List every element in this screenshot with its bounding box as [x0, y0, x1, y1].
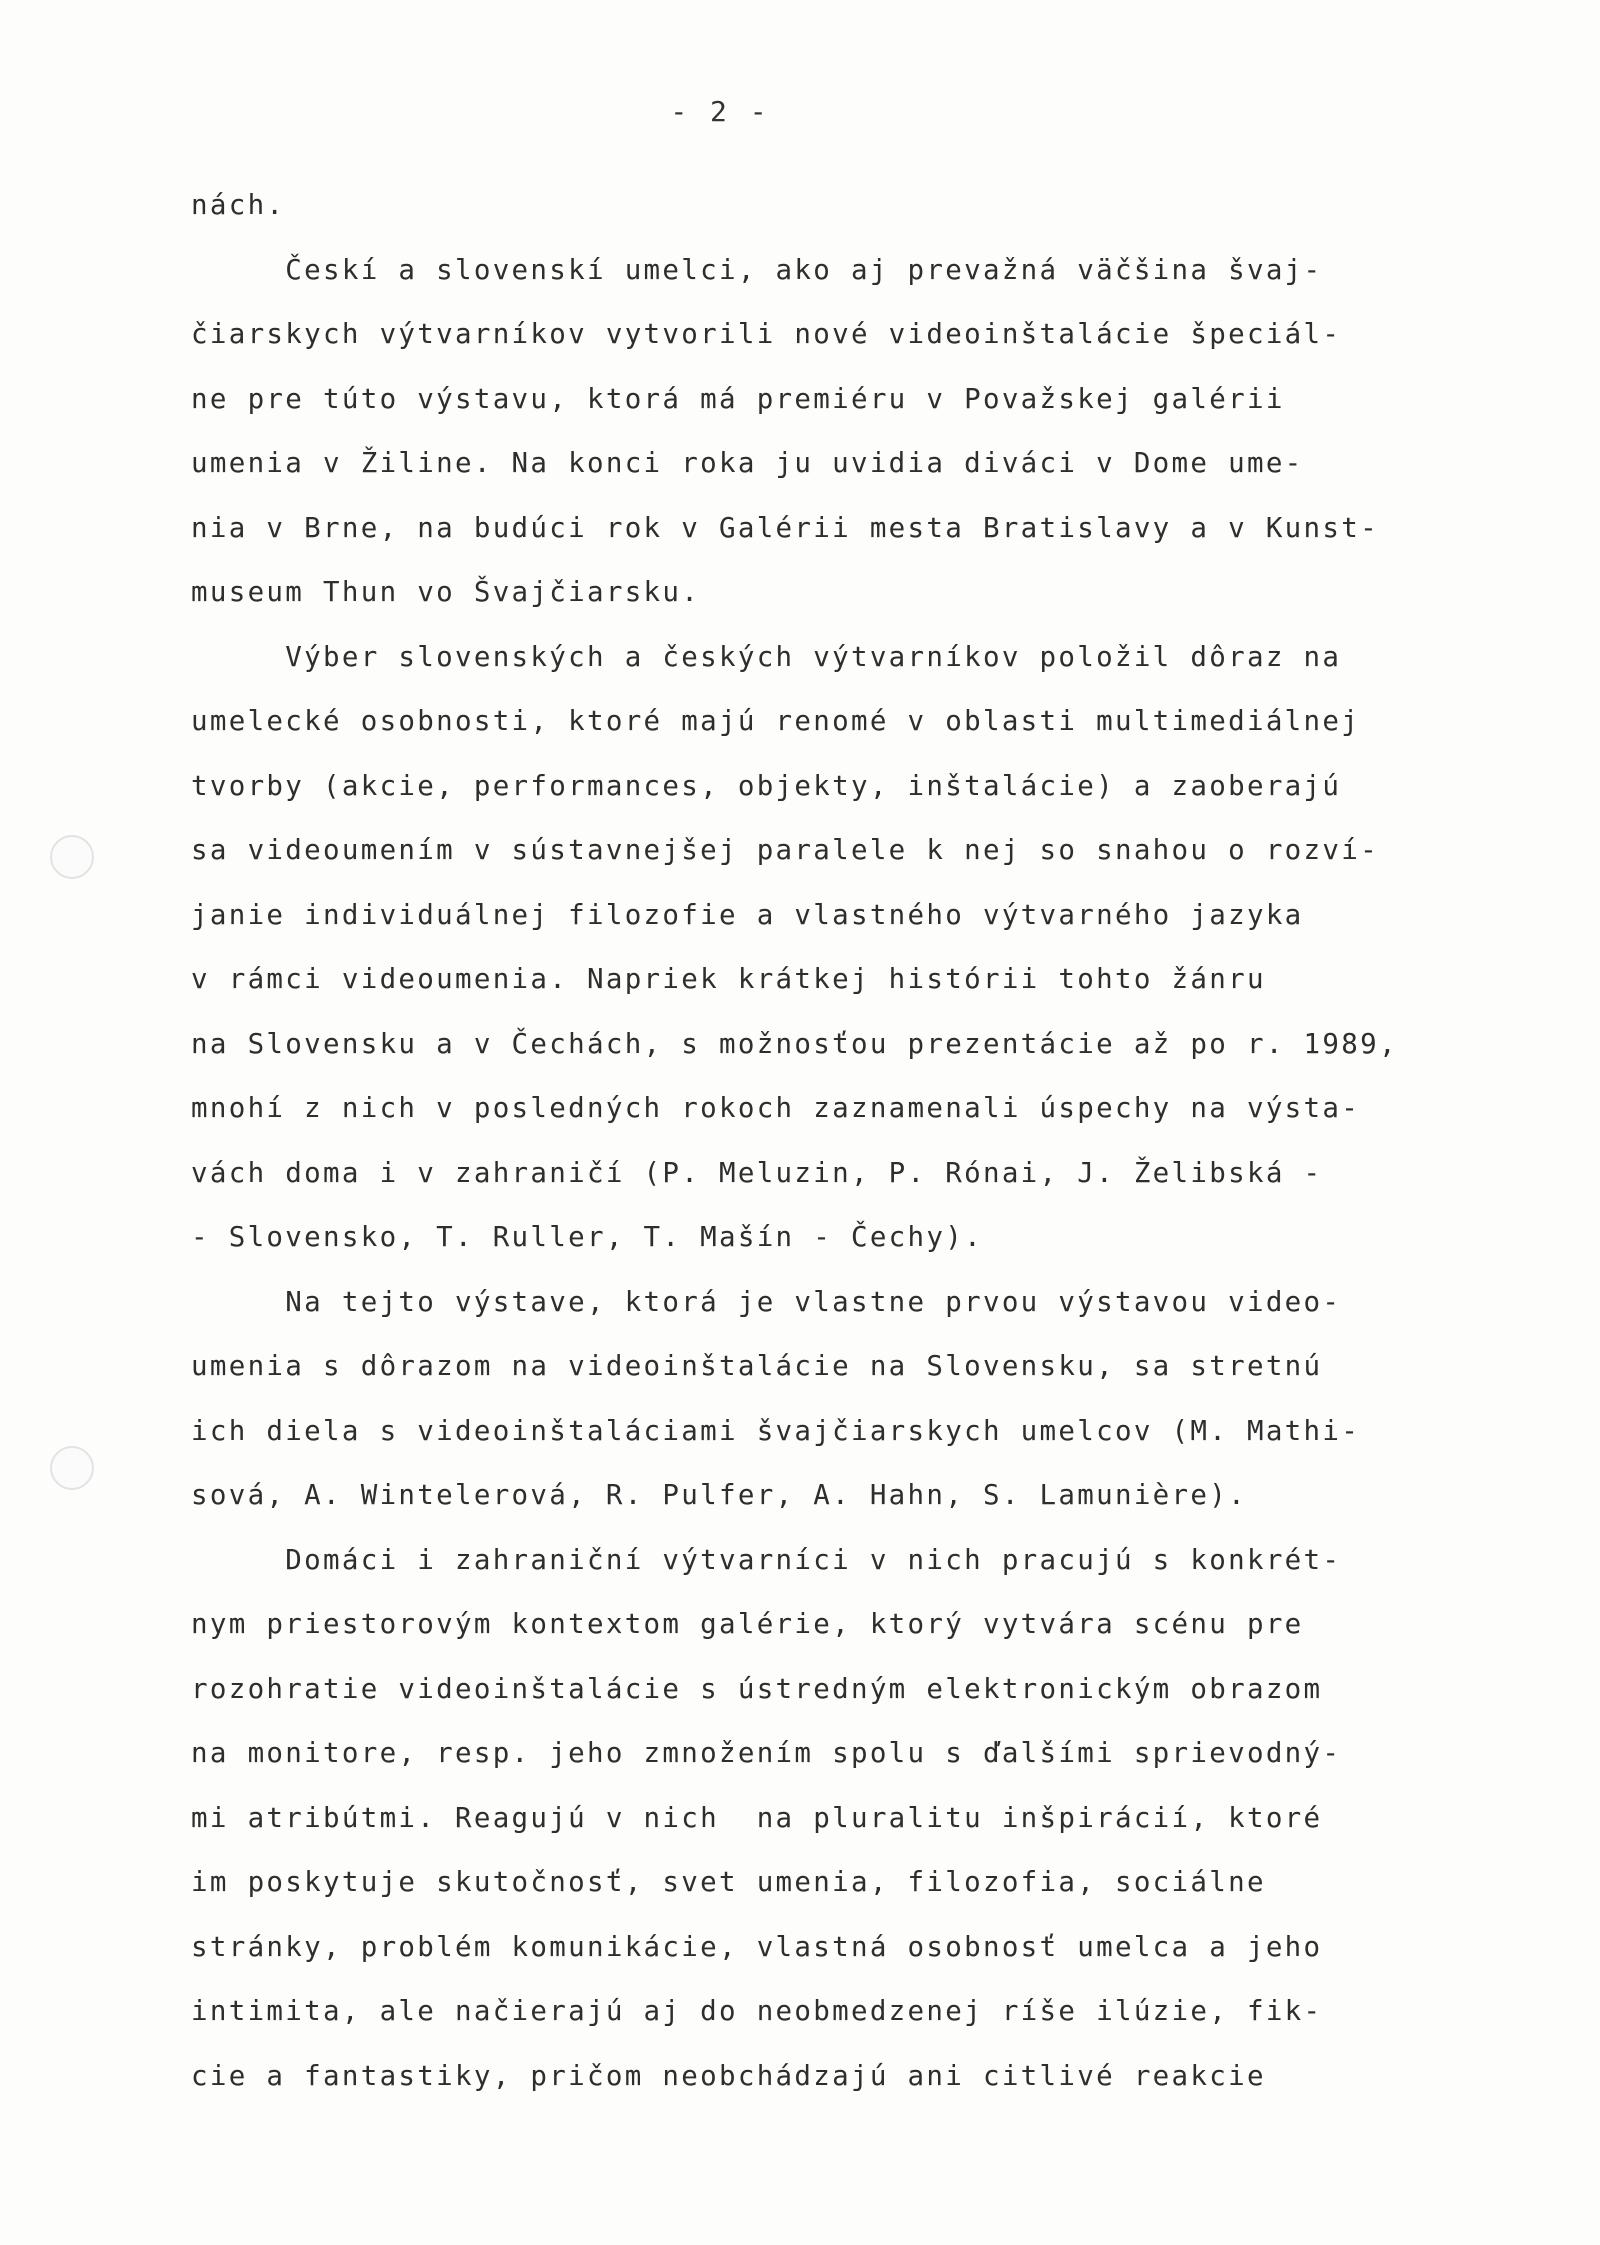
text-line: umenia v Žiline. Na konci roka ju uvidia diváci v Dome ume- [191, 447, 1304, 479]
punch-hole-mark [50, 835, 94, 879]
text-line: im poskytuje skutočnosť, svet umenia, filozofia, sociálne [191, 1866, 1266, 1898]
text-line: sa videoumením v sústavnejšej paralele k nej so snahou o rozví- [191, 834, 1379, 866]
text-line: čiarskych výtvarníkov vytvorili nové videoinštalácie špeciál- [191, 318, 1342, 350]
text-line: intimita, ale načierajú aj do neobmedzenej ríše ilúzie, fik- [191, 1995, 1323, 2027]
text-line: rozohratie videoinštalácie s ústredným elektronickým obrazom [191, 1672, 1323, 1705]
text-line: Na tejto výstave, ktorá je vlastne prvou výstavou video- [191, 1285, 1342, 1318]
text-line: mnohí z nich v posledných rokoch zaznamenali úspechy na výsta- [191, 1092, 1361, 1124]
text-line: Výber slovenských a českých výtvarníkov položil dôraz na [191, 640, 1342, 673]
text-line: umelecké osobnosti, ktoré majú renomé v oblasti multimediálnej [191, 705, 1361, 737]
page-number: - 2 - [670, 95, 770, 128]
text-line: v rámci videoumenia. Napriek krátkej histórii tohto žánru [191, 963, 1266, 995]
punch-hole-mark [50, 1446, 94, 1490]
text-line: sová, A. Wintelerová, R. Pulfer, A. Hahn, S. Lamunière). [191, 1479, 1247, 1511]
text-line: - Slovensko, T. Ruller, T. Mašín - Čechy). [191, 1221, 983, 1253]
text-line: cie a fantastiky, pričom neobchádzajú ani citlivé reakcie [191, 2059, 1266, 2092]
text-line: mi atribútmi. Reagujú v nich na pluralitu inšpirácií, ktoré [191, 1801, 1323, 1834]
text-line: Českí a slovenskí umelci, ako aj prevažná väčšina švaj- [191, 253, 1323, 286]
text-line: stránky, problém komunikácie, vlastná osobnosť umelca a jeho [191, 1930, 1323, 1963]
text-line: tvorby (akcie, performances, objekty, inštalácie) a zaoberajú [191, 769, 1342, 802]
body-text [191, 173, 1441, 2108]
text-line: ich diela s videoinštaláciami švajčiarskych umelcov (M. Mathi- [191, 1414, 1361, 1447]
text-line: na Slovensku a v Čechách, s možnosťou prezentácie až po r. 1989, [191, 1027, 1398, 1060]
text-line: janie individuálnej filozofie a vlastného výtvarného jazyka [191, 898, 1304, 931]
text-line: Domáci i zahraniční výtvarníci v nich pracujú s konkrét- [191, 1543, 1342, 1576]
text-line: ne pre túto výstavu, ktorá má premiéru v Považskej galérii [191, 382, 1285, 415]
text-line: vách doma i v zahraničí (P. Meluzin, P. Rónai, J. Želibská - [191, 1156, 1323, 1189]
text-line: nia v Brne, na budúci rok v Galérii mesta Bratislavy a v Kunst- [191, 511, 1379, 544]
text-line: nách. [191, 189, 286, 221]
text-line: na monitore, resp. jeho zmnožením spolu s ďalšími sprievodný- [191, 1737, 1342, 1769]
text-line: museum Thun vo Švajčiarsku. [191, 576, 701, 608]
text-line: umenia s dôrazom na videoinštalácie na Slovensku, sa stretnú [191, 1350, 1323, 1382]
text-line: nym priestorovým kontextom galérie, ktorý vytvára scénu pre [191, 1608, 1304, 1640]
